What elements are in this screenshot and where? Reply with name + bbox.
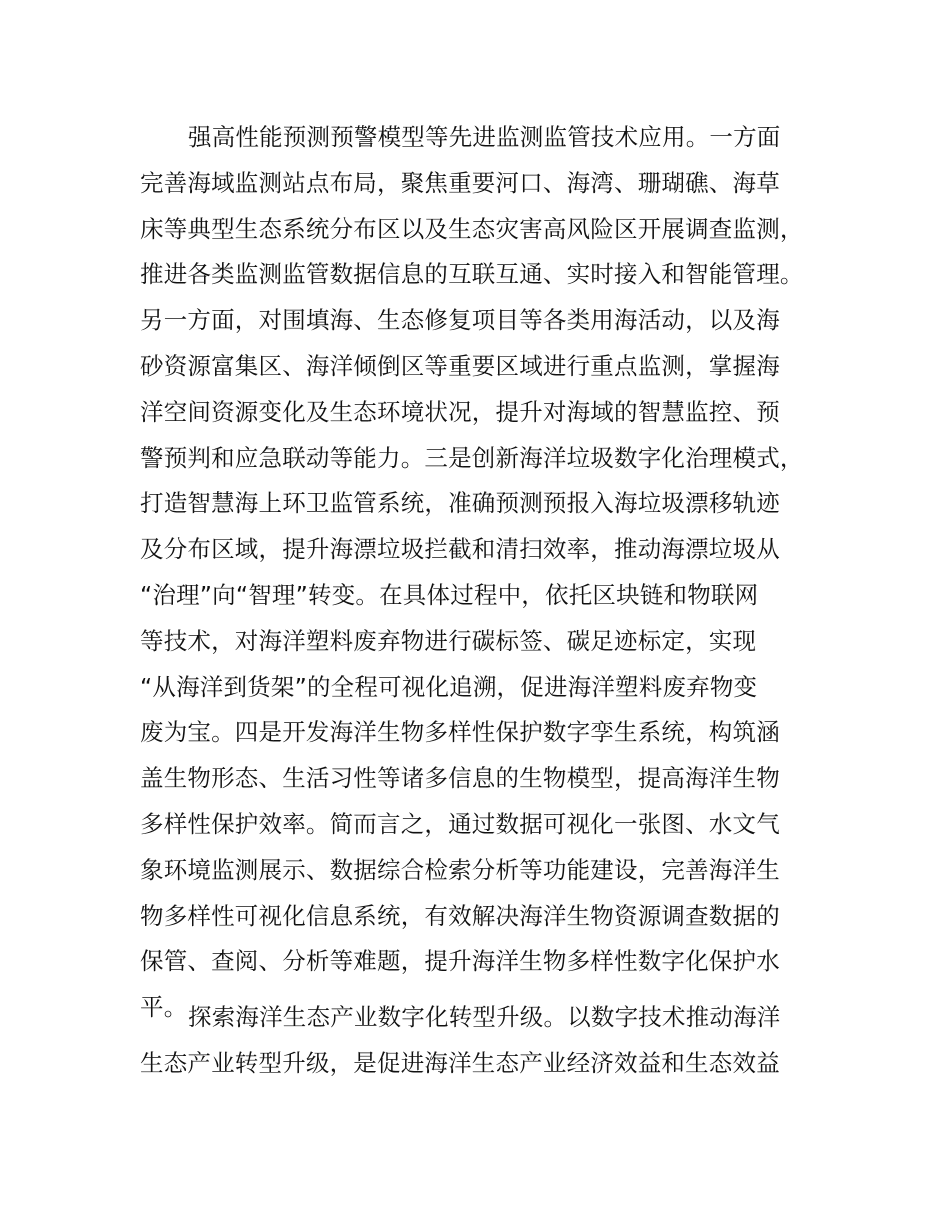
- paragraph-line: “治理”向“智理”转变。在具体过程中，依托区块链和物联网: [140, 580, 759, 609]
- paragraph-line: 砂资源富集区、海洋倾倒区等重要区域进行重点监测，掌握海: [140, 351, 780, 380]
- paragraph-line: 平。: [140, 993, 188, 1022]
- paragraph-line: 及分布区域，提升海漂垃圾拦截和清扫效率，推动海漂垃圾从: [140, 535, 780, 564]
- paragraph-2: [140, 995, 840, 1087]
- paragraph-line: 完善海域监测站点布局，聚焦重要河口、海湾、珊瑚礁、海草: [140, 168, 780, 197]
- paragraph-line: 强高性能预测预警模型等先进监测监管技术应用。一方面: [188, 123, 781, 151]
- paragraph-line: 废为宝。四是开发海洋生物多样性保护数字孪生系统，构筑涵: [140, 718, 780, 747]
- paragraph-line: 物多样性可视化信息系统，有效解决海洋生物资源调查数据的: [140, 901, 780, 930]
- paragraph-line: 打造智慧海上环卫监管系统，准确预测预报入海垃圾漂移轨迹: [140, 489, 780, 518]
- paragraph-line: 推进各类监测监管数据信息的互联互通、实时接入和智能管理。: [140, 260, 804, 289]
- paragraph-line: 盖生物形态、生活习性等诸多信息的生物模型，提高海洋生物: [140, 764, 780, 793]
- paragraph-line: 多样性保护效率。简而言之，通过数据可视化一张图、水文气: [140, 809, 780, 838]
- paragraph-line: “从海洋到货架”的全程可视化追溯，促进海洋塑料废弃物变: [140, 672, 758, 701]
- paragraph-line: 生态产业转型升级，是促进海洋生态产业经济效益和生态效益: [140, 1048, 780, 1077]
- paragraph-line: 警预判和应急联动等能力。三是创新海洋垃圾数字化治理模式，: [140, 443, 804, 472]
- paragraph-line: 洋空间资源变化及生态环境状况，提升对海域的智慧监控、预: [140, 397, 780, 426]
- paragraph-line: 保管、查阅、分析等难题，提升海洋生物多样性数字化保护水: [140, 947, 780, 976]
- paragraph-line: 等技术，对海洋塑料废弃物进行碳标签、碳足迹标定，实现: [140, 626, 757, 655]
- paragraph-line: 床等典型生态系统分布区以及生态灾害高风险区开展调查监测，: [140, 214, 804, 243]
- paragraph-line: 象环境监测展示、数据综合检索分析等功能建设，完善海洋生: [140, 855, 780, 884]
- paragraph-1: [140, 115, 840, 1031]
- paragraph-line: 探索海洋生态产业数字化转型升级。以数字技术推动海洋: [188, 1003, 781, 1031]
- paragraph-line: 另一方面，对围填海、生态修复项目等各类用海活动，以及海: [140, 306, 780, 335]
